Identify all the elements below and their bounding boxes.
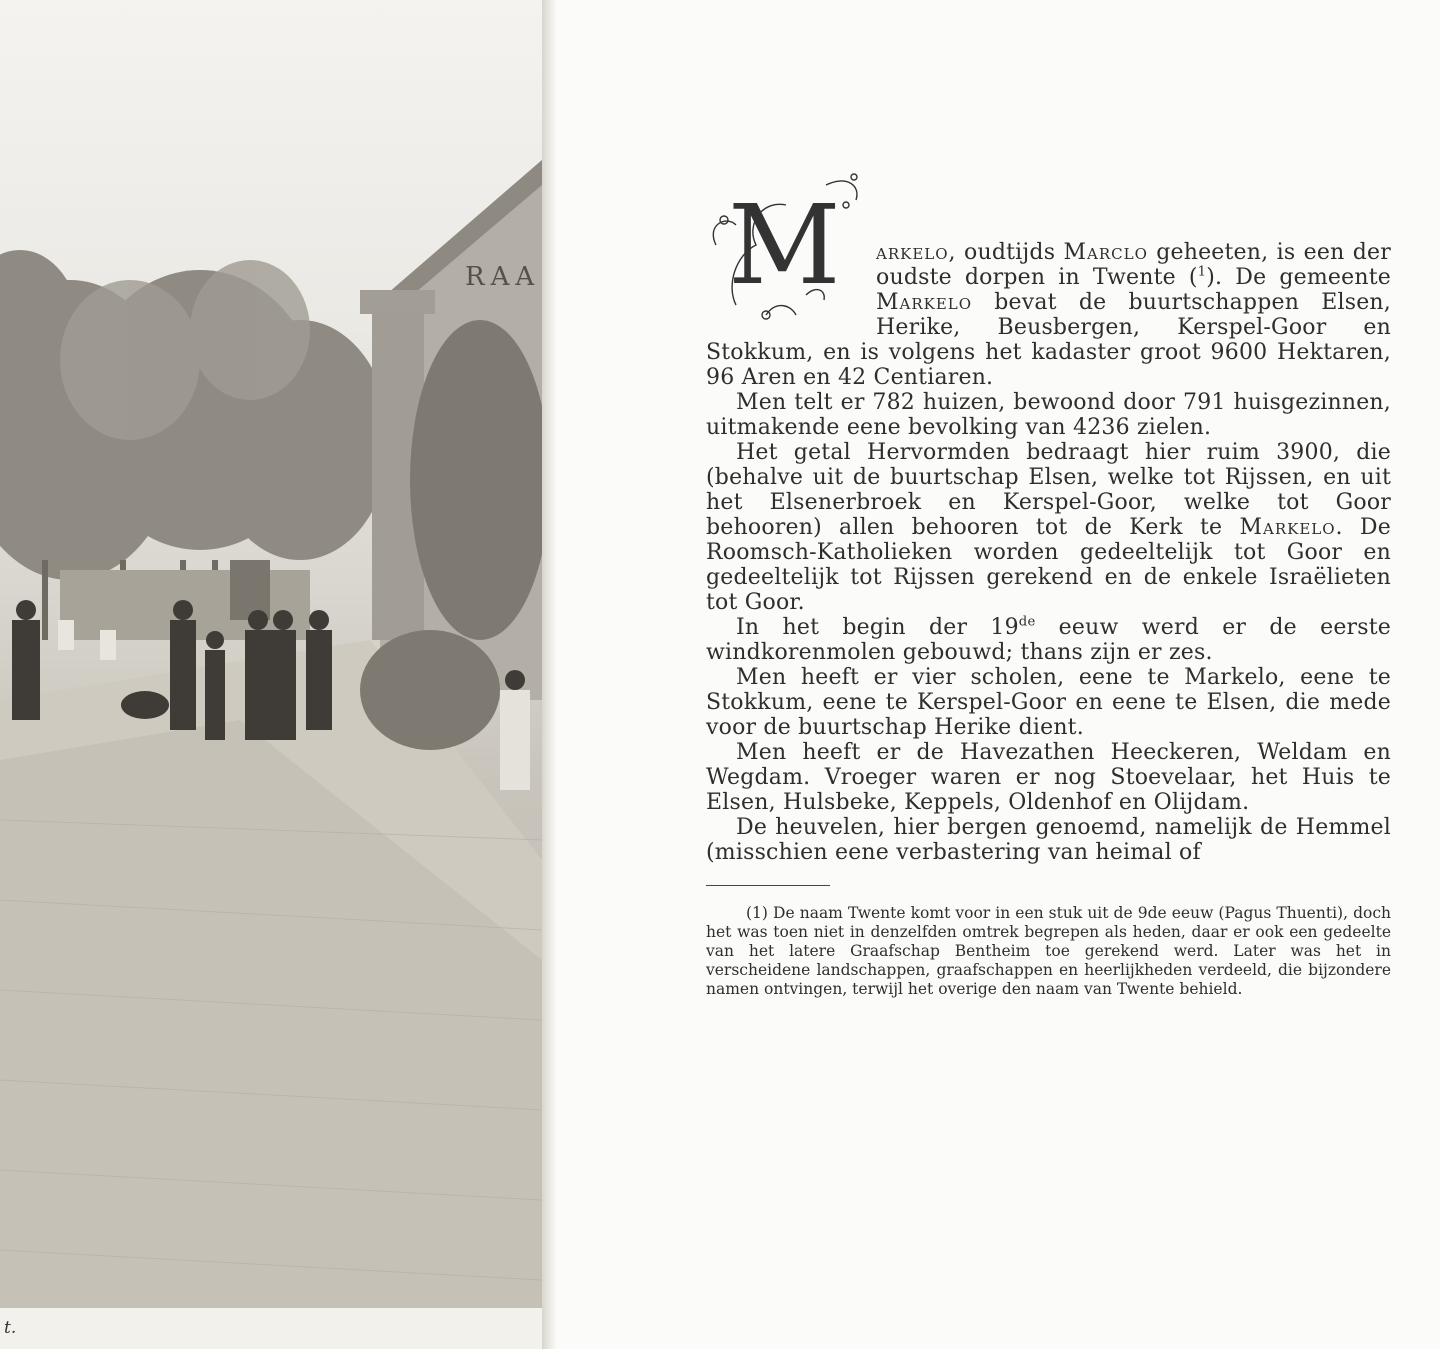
paragraph-3: Het getal Hervormden bedraagt hier ruim 3900, die (behalve uit de buurtschap Elsen, welke tot Rijssen, en uit het Elsenerbroek en Kerspel-Goor, welke tot Goor behooren) allen behooren tot de Kerk te Markelo. De Roomsch-Katholieken worden gedeeltelijk tot Goor en gedeeltelijk tot Rijssen gerekend en de enkele Israëlieten tot Goor. [706,440,1391,615]
village-street-photo [0,0,542,1308]
footnote-marker: (1) [746,904,768,922]
building-sign-text: RAA [465,262,541,292]
paragraph-5: Men heeft er vier scholen, eene te Markelo, eene te Stokkum, eene te Kerspel-Goor en eene te Elsen, die mede voor de buurtschap Herike dient. [706,665,1391,740]
paragraph-7: De heuvelen, hier bergen genoemd, namelijk de Hemmel (misschien eene verbastering van heimal of [706,815,1391,865]
body-text [706,165,1391,865]
right-page [556,0,1440,1349]
photo-caption-fragment: t. [4,1318,17,1338]
footnote [706,904,1391,999]
paragraph-6: Men heeft er de Havezathen Heeckeren, Weldam en Wegdam. Vroeger waren er nog Stoevelaar, het Huis te Elsen, Hulsbeke, Keppels, Oldenhof en Olijdam. [706,740,1391,815]
footnote-text: De naam Twente komt voor in een stuk uit de 9de eeuw (Pagus Thuenti), doch het was toen niet in denzelfden omtrek begrepen als heden, daar er ook een gedeelte van het latere Graafschap Bentheim toe gerekend werd. Later was het in verscheidene landschappen, graafschappen en heerlijkheden verdeeld, die bijzondere namen ontvingen, terwijl het overige den naam van Twente behield. [706,904,1391,998]
book-gutter [542,0,556,1349]
paragraph-4: In het begin der 19de eeuw werd er de eerste windkorenmolen gebouwd; thans zijn er zes. [706,614,1392,665]
footnote-ref: 1 [1197,264,1207,280]
svg-text:M: M [728,181,841,309]
ornamental-letter-m-icon [706,165,866,325]
paragraph-2: Men telt er 782 huizen, bewoond door 791 huisgezinnen, uitmakende eene bevolking van 4236 zielen. [706,390,1391,440]
paragraph-1: arkelo, oudtijds Marclo geheeten, is een der oudste dorpen in Twente ($^1$). De gemeente Markelo bevat de buurtschappen Elsen, Herike, Beusbergen, Kerspel-Goor en Stokkum, en is volgens het kadaster groot 9600 Hektaren, 96 Aren en 42 Centiaren. [706,240,1392,390]
decorative-initial [706,165,866,325]
photo-illustration [0,0,542,1308]
footnote-divider [706,885,830,886]
left-page [0,0,542,1349]
